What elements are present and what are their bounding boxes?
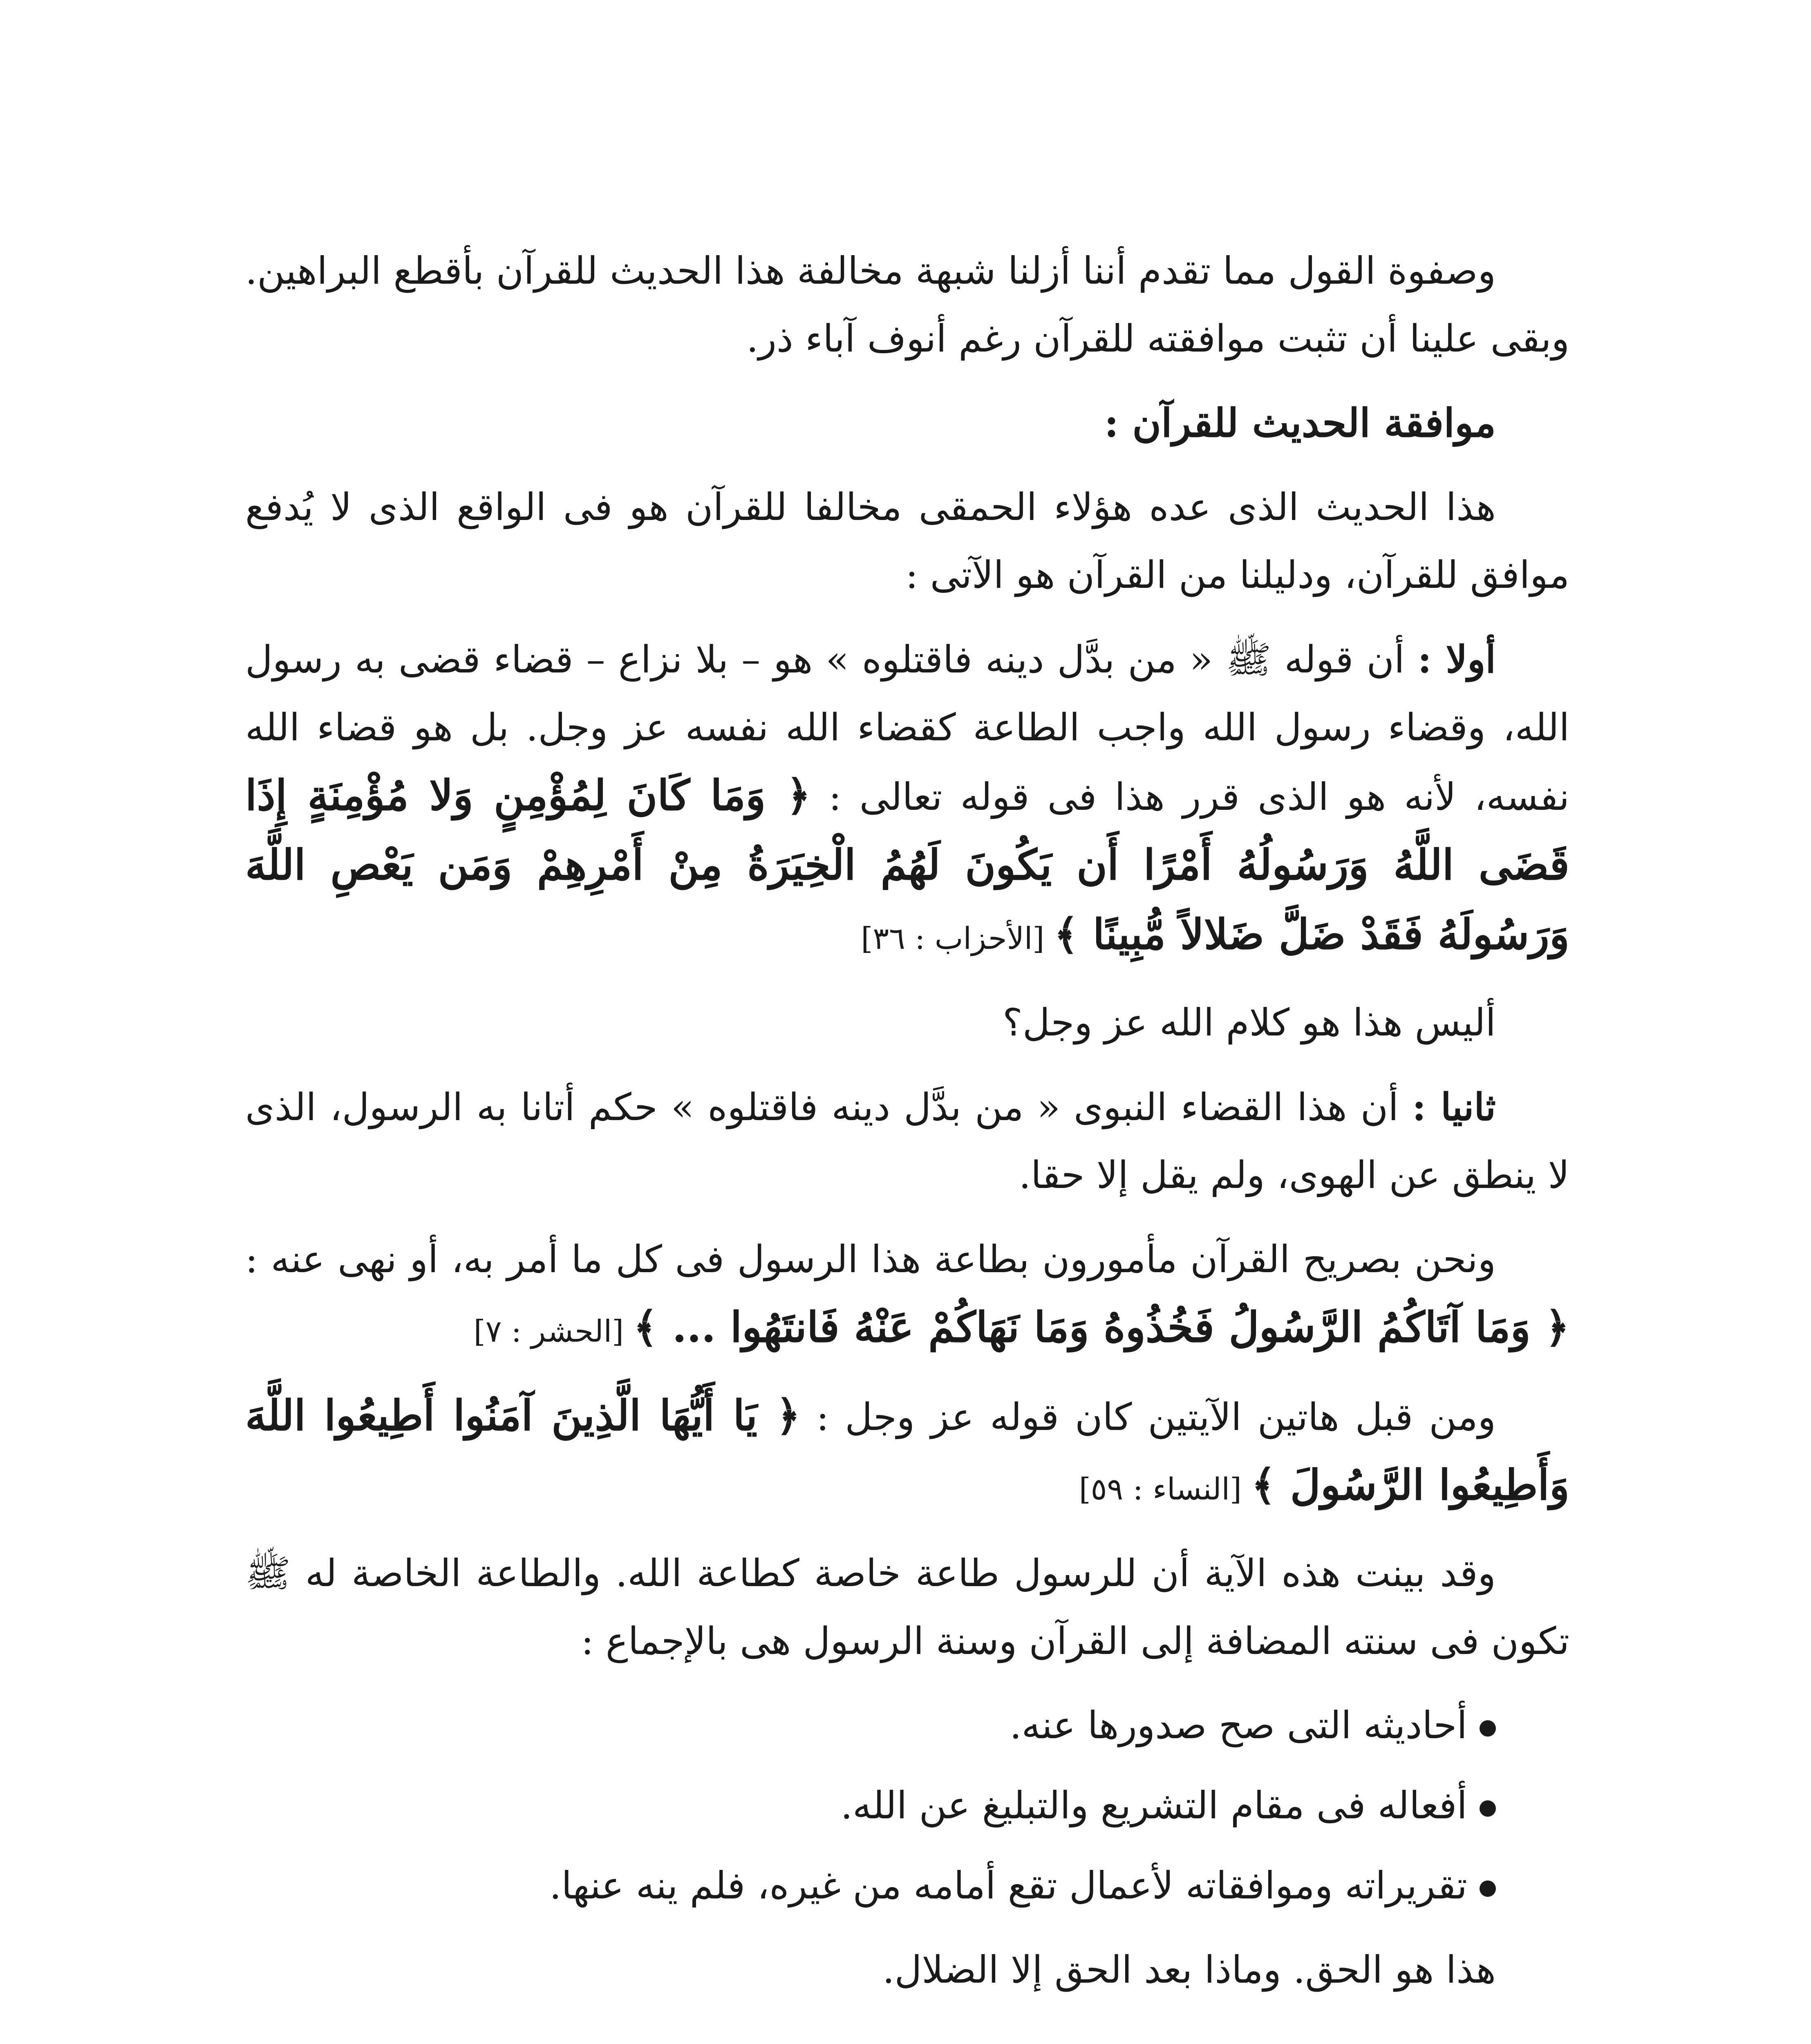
second-point-label: ثانيا : bbox=[1412, 1085, 1496, 1129]
paragraph-question: أليس هذا هو كلام الله عز وجل؟ bbox=[1002, 1001, 1496, 1044]
list-item: أحاديثه التى صح صدورها عنه. bbox=[245, 1692, 1496, 1759]
paragraph-intro: وصفوة القول مما تقدم أننا أزلنا شبهة مخالفة هذا الحديث للقرآن بأقطع البراهين. وبقى علينا أن تثبت موافقته للقرآن رغم أنوف آباء ذر. bbox=[245, 249, 1569, 361]
paragraph-special-obedience: وقد بينت هذه الآية أن للرسول طاعة خاصة كطاعة الله. والطاعة الخاصة له ﷺ تكون فى سنته المضافة إلى القرآن وسنة الرسول هى بالإجماع : bbox=[245, 1551, 1569, 1663]
quran-verse-hashr: ﴿ وَمَا آتَاكُمُ الرَّسُولُ فَخُذُوهُ وَمَا نَهَاكُمْ عَنْهُ فَانتَهُوا ... ﴾ bbox=[633, 1303, 1569, 1352]
paragraph-second-point bbox=[245, 1073, 1569, 1209]
second-point-text: أن هذا القضاء النبوى « من بدَّل دينه فاقتلوه » حكم أتانا به الرسول، الذى لا ينطق عن الهوى، ولم يقل إلا حقا. bbox=[245, 1085, 1569, 1197]
verse-reference-ahzab: [الأحزاب : ٣٦] bbox=[861, 921, 1054, 956]
quran-verse-nisa: ﴿ يَا أَيُّهَا الَّذِينَ آمَنُوا أَطِيعُوا اللَّهَ وَأَطِيعُوا الرَّسُولَ ﴾ bbox=[245, 1391, 1569, 1510]
section-heading: موافقة الحديث للقرآن : bbox=[1104, 400, 1496, 446]
bullet-dot-icon bbox=[1480, 1800, 1496, 1817]
quran-verse-ahzab: ﴿ وَمَا كَانَ لِمُؤْمِنٍ وَلا مُؤْمِنَةٍ إِذَا قَضَى اللَّهُ وَرَسُولُهُ أَمْرًا أَن يَكُونَ لَهُمُ الْخِيَرَةُ مِنْ أَمْرِهِمْ وَمَن يَعْصِ اللَّهَ وَرَسُولَهُ فَقَدْ ضَلَّ ضَلالاً مُّبِينًا ﴾ bbox=[245, 771, 1569, 959]
list-item: أفعاله فى مقام التشريع والتبليغ عن الله. bbox=[245, 1772, 1496, 1840]
paragraph-hadith-agreement: هذا الحديث الذى عده هؤلاء الحمقى مخالفا للقرآن هو فى الواقع الذى لا يُدفع موافق للقرآن، ودليلنا من القرآن هو الآتى : bbox=[245, 485, 1569, 597]
paragraph-closing: هذا هو الحق. وماذا بعد الحق إلا الضلال. bbox=[882, 1948, 1496, 1992]
paragraph-obedience bbox=[245, 1226, 1569, 1365]
verse-reference-hashr: [الحشر : ٧] bbox=[473, 1314, 634, 1349]
bullet-dot-icon bbox=[1480, 1880, 1496, 1897]
verse-reference-nisa: [النساء : ٥٩] bbox=[1079, 1472, 1251, 1507]
paragraph-first-point bbox=[245, 625, 1569, 973]
sunnah-list bbox=[245, 1692, 1569, 1920]
paragraph-prior-verse bbox=[245, 1382, 1569, 1523]
prior-verse-text: ومن قبل هاتين الآيتين كان قوله عز وجل : bbox=[800, 1395, 1496, 1439]
list-item: تقريراته وموافقاته لأعمال تقع أمامه من غيره، فلم ينه عنها. bbox=[245, 1852, 1496, 1920]
first-point-text: أن قوله ﷺ « من بدَّل دينه فاقتلوه » هو – بلا نزاع – قضاء قضى به رسول الله، وقضاء رسول الله واجب الطاعة كقضاء الله نفسه عز وجل. بل هو قضاء الله نفسه، لأنه هو الذى قرر هذا فى قوله تعالى : bbox=[245, 638, 1570, 819]
first-point-label: أولا : bbox=[1417, 637, 1496, 681]
bullet-dot-icon bbox=[1480, 1720, 1496, 1737]
page-body bbox=[245, 237, 1569, 2044]
obedience-text: ونحن بصريح القرآن مأمورون بطاعة هذا الرسول فى كل ما أمر به، أو نهى عنه : bbox=[245, 1237, 1496, 1281]
